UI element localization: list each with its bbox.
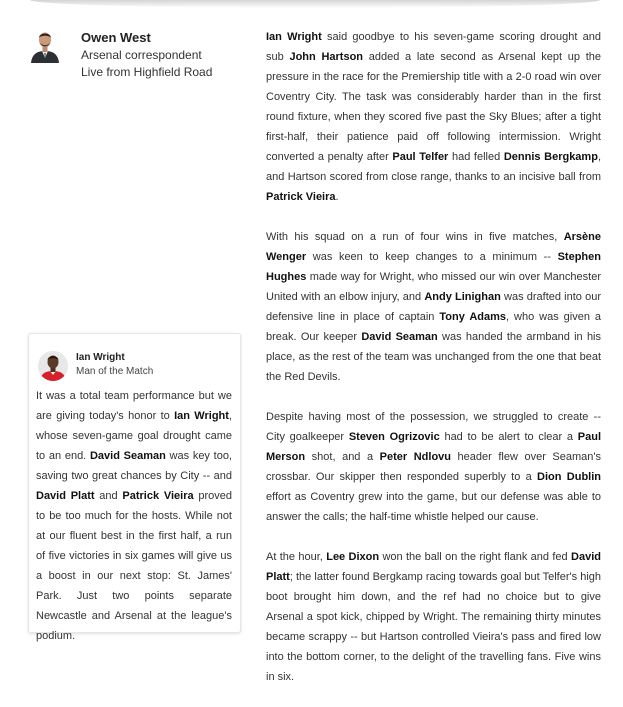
player-name: Stephen Hughes [266, 251, 601, 283]
player-name: Peter Ndlovu [379, 451, 451, 463]
motm-description: It was a total team performance but we are giving today's honor to Ian Wright, whose seven-game goal drought came to an end. David Seaman was key too, saving two great chances by City -- and David Platt and Patrick Vieira proved to be too much for the hosts. While not at our fluent best in the first half, a run of five victories in six games will give us a boost in our next stop: St. James' Park. Just two points separate Newcastle and Arsenal at the league's podium. [36, 390, 233, 642]
author-avatar [29, 27, 61, 63]
player-name: David Platt [266, 551, 601, 583]
motm-player-name: Ian Wright [76, 352, 125, 363]
author-name: Owen West [81, 30, 151, 45]
player-name: Patrick Vieira [122, 490, 194, 502]
man-of-the-match-card [28, 333, 241, 642]
player-name: Dion Dublin [537, 471, 601, 483]
motm-label: Man of the Match [76, 366, 154, 377]
player-name: Andy Linighan [424, 291, 501, 303]
author-role: Arsenal correspondent [81, 48, 202, 62]
match-report [266, 27, 601, 707]
player-name: Paul Merson [266, 431, 601, 463]
top-shadow-divider [30, 0, 600, 8]
report-paragraph: With his squad on a run of four wins in five matches, Arsène Wenger was keen to keep changes to a minimum -- Stephen Hughes made way for Wright, who missed our win over Manchester United with an elbow injury, and Andy Linighan was drafted into our defensive line in place of captain Tony Adams, who was given a break. Our keeper David Seaman was handed the armband in his place, as the rest of the team was unchanged from the one that beat the Red Devils. [266, 231, 601, 383]
player-name: Tony Adams [439, 311, 507, 323]
report-paragraph: Despite having most of the possession, we struggled to create -- City goalkeeper Steven Ogrizovic had to be alert to clear a Paul Merson shot, and a Peter Ndlovu header flew over Seaman's crossbar. Our skipper then responded superbly to a Dion Dublin effort as Coventry grew into the game, but our defense was able to answer the calls; the half-time whistle helped our cause. [266, 411, 601, 523]
report-paragraph: Ian Wright said goodbye to his seven-game scoring drought and sub John Hartson added a late second as Arsenal kept up the pressure in the race for the Premiership title with a 2-0 road win over Coventry City. The task was considerably harder than in the first round fixture, when they scored five past the Sky Blues; after a tight first-half, their patience paid off following intermission. Wright converted a penalty after Paul Telfer had felled Dennis Bergkamp, and Hartson scored from close range, thanks to an incisive ball from Patrick Vieira. [266, 31, 601, 203]
player-name: Paul Telfer [392, 151, 449, 163]
player-name: John Hartson [289, 51, 364, 63]
player-name: Ian Wright [266, 31, 322, 43]
report-paragraph: At the hour, Lee Dixon won the ball on the right flank and fed David Platt; the latter found Bergkamp racing towards goal but Telfer's high boot brought him down, and the ref had no choice but to give Arsenal a spot kick, chipped by Wright. The remaining thirty minutes became scrappy -- but Hartson controlled Vieira's pass and fired low into the bottom corner, to the delight of the travelling fans. Five wins in six. [266, 551, 601, 683]
player-name: Ian Wright [174, 410, 229, 422]
author-location: Live from Highfield Road [81, 65, 213, 79]
player-name: Dennis Bergkamp [503, 151, 598, 163]
player-name: Lee Dixon [326, 551, 380, 563]
player-name: Patrick Vieira [266, 191, 336, 203]
player-name: David Seaman [89, 450, 166, 462]
player-name: Arsène Wenger [266, 231, 601, 263]
player-name: David Seaman [361, 331, 438, 343]
player-name: David Platt [36, 490, 95, 502]
player-avatar [38, 351, 68, 381]
player-name: Steven Ogrizovic [348, 431, 440, 443]
